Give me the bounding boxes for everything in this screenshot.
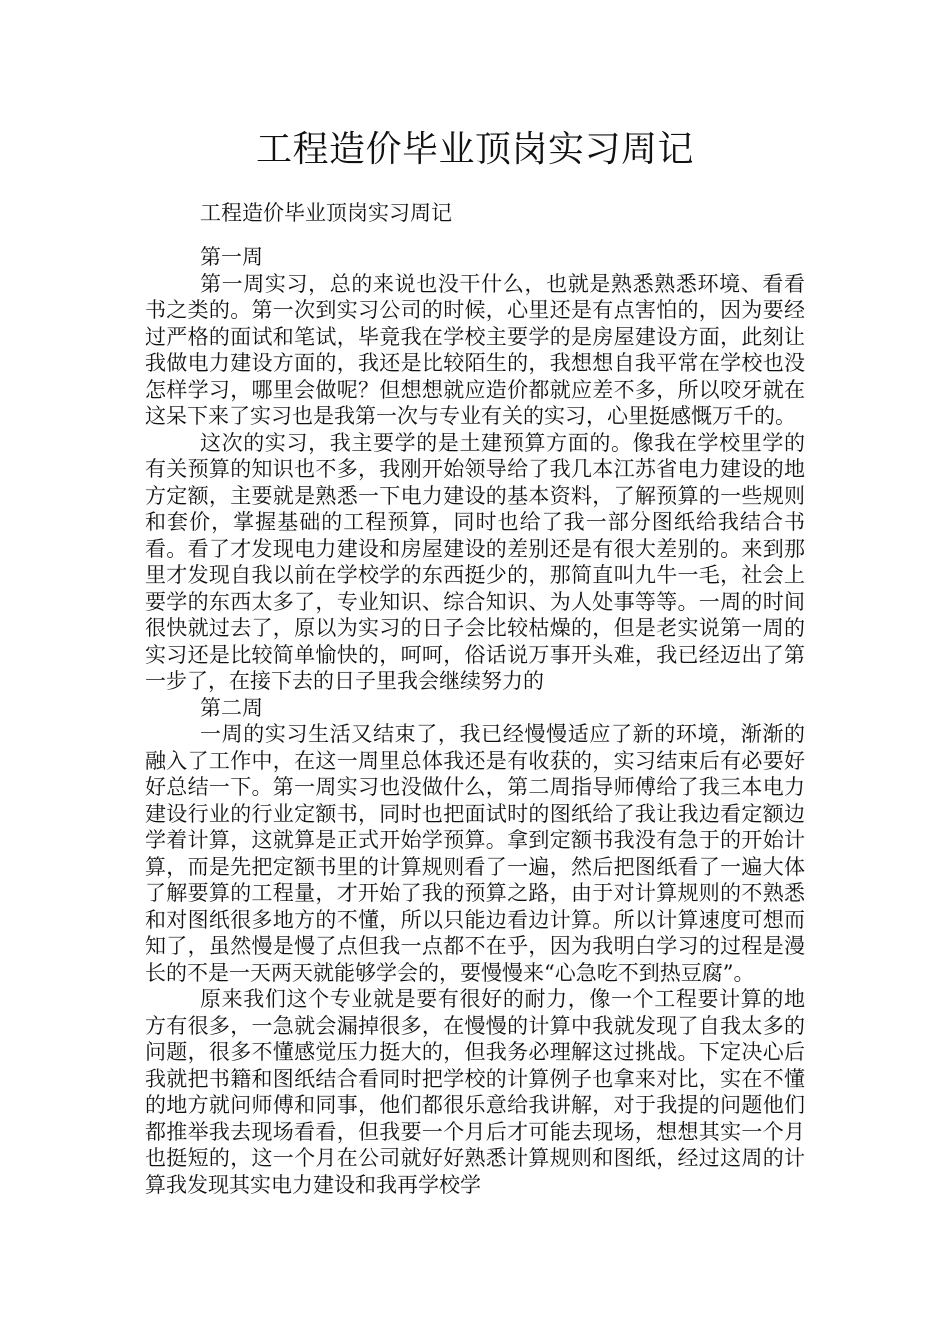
week-1-paragraph-1: 第一周实习，总的来说也没干什么，也就是熟悉熟悉环境、看看书之类的。第一次到实习公司的时候，心里还是有点害怕的，因为要经过严格的面试和笔试，毕竟我在学校主要学的是房屋建设方面，此刻让我做电力建设方面的，我还是比较陌生的，我想想自我平常在学校也没怎样学习，哪里会做呢？但想想就应造价都就应差不多，所以咬牙就在这呆下来了实习也是我第一次与专业有关的实习，心里挺感慨万千的。 [145,271,805,428]
week-1-paragraph-2: 这次的实习，我主要学的是土建预算方面的。像我在学校里学的有关预算的知识也不多，我刚开始领导给了我几本江苏省电力建设的地方定额，主要就是熟悉一下电力建设的基本资料，了解预算的一些规则和套价，掌握基础的工程预算，同时也给了我一部分图纸给我结合书看。看了才发现电力建设和房屋建设的差别还是有很大差别的。来到那里才发现自我以前在学校学的东西挺少的，那简直叫九牛一毛，社会上要学的东西太多了，专业知识、综合知识、为人处事等等。一周的时间很快就过去了，原以为实习的日子会比较枯燥的，但是老实说第一周的实习还是比较简单愉快的，呵呵，俗话说万事开头难，我已经迈出了第一步了，在接下去的日子里我会继续努力的 [145,430,805,693]
week-2-heading: 第二周 [200,695,263,720]
week-1-heading: 第一周 [200,245,263,269]
week-2-paragraph-2: 原来我们这个专业就是要有很好的耐力，像一个工程要计算的地方有很多，一急就会漏掉很多，在慢慢的计算中我就发现了自我太多的问题，很多不懂感觉压力挺大的，但我务必理解这过挑战。下定决心后我就把书籍和图纸结合看同时把学校的计算例子也拿来对比，实在不懂的地方就问师傅和同事，他们都很乐意给我讲解，对于我提的问题他们都推举我去现场看看，但我要一个月后才可能去现场，想想其实一个月也挺短的，这一个月在公司就好好熟悉计算规则和图纸，经过这周的计算我发现其实电力建设和我再学校学 [145,987,805,1197]
document-body [145,244,805,1198]
page-title: 工程造价毕业顶岗实习周记 [255,129,694,170]
week-2-paragraph-1: 一周的实习生活又结束了，我已经慢慢适应了新的环境，渐渐的融入了工作中，在这一周里总体我还是有收获的，实习结束后有必要好好总结一下。第一周实习也没做什么，第二周指导师傅给了我三本电力建设行业的行业定额书，同时也把面试时的图纸给了我让我边看定额边学着计算，这就算是正式开始学预算。拿到定额书我没有急于的开始计算，而是先把定额书里的计算规则看了一遍，然后把图纸看了一遍大体了解要算的工程量，才开始了我的预算之路，由于对计算规则的不熟悉和对图纸很多地方的不懂，所以只能边看边计算。所以计算速度可想而知了，虽然慢是慢了点但我一点都不在乎，因为我明白学习的过程是漫长的不是一天两天就能够学会的，要慢慢来“心急吃不到热豆腐”。 [145,722,805,985]
document-subtitle: 工程造价毕业顶岗实习周记 [200,201,452,225]
